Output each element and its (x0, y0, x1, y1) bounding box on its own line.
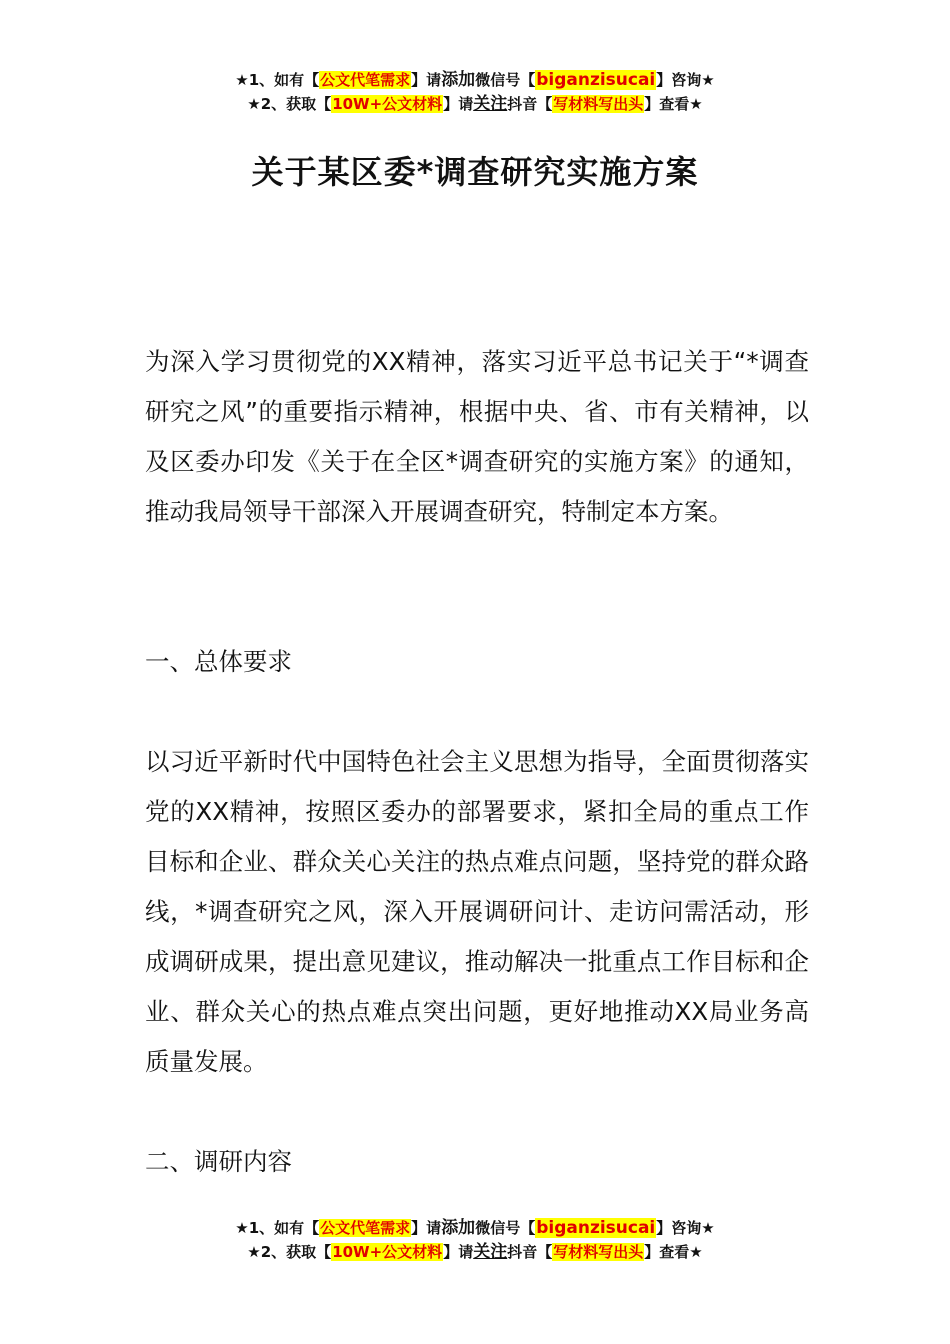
section-heading-1: 一、总体要求 (145, 647, 292, 676)
banner-highlight-materials: 10W+公文材料 (332, 1243, 443, 1261)
banner-highlight-service: 公文代笔需求 (320, 1219, 411, 1237)
banner-line-1: ★1、如有【公文代笔需求】请添加微信号【biganzisucai】咨询★ (235, 1218, 715, 1238)
banner-line-2: ★2、获取【10W+公文材料】请关注抖音【写材料写出头】查看★ (247, 1242, 703, 1262)
banner-line-2: ★2、获取【10W+公文材料】请关注抖音【写材料写出头】查看★ (247, 94, 703, 114)
footer-ad-banner (0, 1216, 950, 1264)
banner-highlight-douyin: 写材料写出头 (553, 1243, 644, 1261)
banner-highlight-materials: 10W+公文材料 (332, 95, 443, 113)
header-ad-banner (0, 68, 950, 116)
section-heading-2: 二、调研内容 (145, 1147, 292, 1176)
banner-highlight-douyin: 写材料写出头 (553, 95, 644, 113)
document-title: 关于某区委*调查研究实施方案 (251, 153, 699, 191)
section-1-paragraph: 以习近平新时代中国特色社会主义思想为指导，全面贯彻落实党的XX精神，按照区委办的部署要求，紧扣全局的重点工作目标和企业、群众关心关注的热点难点问题，坚持党的群众路线，*调查研究之风，深入开展调研问计、走访问需活动，形成调研成果，提出意见建议，推动解决一批重点工作目标和企业、群众关心的热点难点突出问题，更好地推动XX局业务高质量发展。 (145, 747, 809, 1076)
banner-highlight-wechat-id: biganzisucai (536, 1218, 656, 1238)
banner-highlight-service: 公文代笔需求 (320, 71, 411, 89)
banner-highlight-wechat-id: biganzisucai (536, 70, 656, 90)
intro-paragraph: 为深入学习贯彻党的XX精神，落实习近平总书记关于“*调查研究之风”的重要指示精神，根据中央、省、市有关精神，以及区委办印发《关于在全区*调查研究的实施方案》的通知，推动我局领导干部深入开展调查研究，特制定本方案。 (145, 347, 809, 526)
banner-line-1: ★1、如有【公文代笔需求】请添加微信号【biganzisucai】咨询★ (235, 70, 715, 90)
